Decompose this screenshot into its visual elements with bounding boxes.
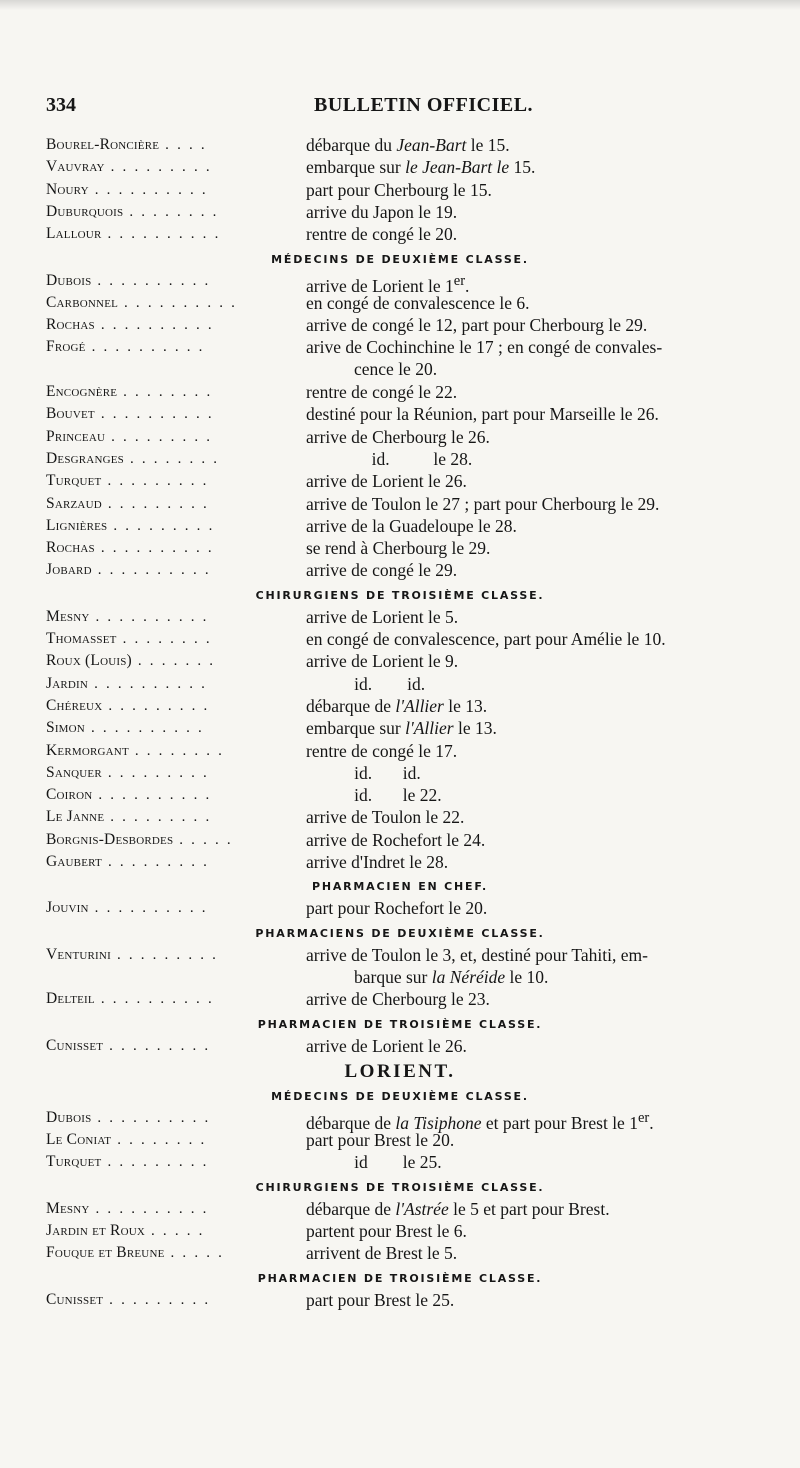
entry-name: Rochas (46, 539, 95, 557)
section-heading: CHIRURGIENS DE TROISIÈME CLASSE. (255, 588, 545, 602)
entry-name: Bouvet (46, 405, 95, 423)
entry-name: Turquet (46, 472, 102, 490)
leader-dots: . . . . . . . . . (108, 697, 210, 714)
entry-text: id. id. (306, 673, 426, 694)
leader-dots: . . . . . . . . . (110, 159, 212, 176)
leader-dots: . . . . . . . . (129, 450, 220, 467)
entry-text: part pour Rochefort le 20. (306, 898, 488, 919)
section-heading: PHARMACIEN EN CHEF. (311, 880, 489, 894)
leader-dots: . . . . . . . . . (109, 1291, 211, 1308)
entry-text: embarque sur le Jean-Bart le 15. (306, 157, 536, 178)
entry-text-continuation: barque sur la Néréide le 10. (354, 966, 549, 987)
entry-text: débarque du Jean-Bart le 15. (306, 135, 510, 155)
leader-dots: . . . . . . . . . . (94, 675, 208, 692)
leader-dots: . . . . . . . . . . (97, 272, 211, 289)
entry-name: Sarzaud (46, 494, 102, 512)
leader-dots: . . . . (165, 137, 207, 153)
leader-dots: . . . . . . . . (122, 631, 212, 647)
leader-dots: . . . . . . . . . . (124, 294, 238, 311)
leader-dots: . . . . . . . . . (116, 946, 219, 963)
entry-name: Encognère (46, 383, 118, 400)
entry-name: Mesny (46, 1199, 90, 1217)
entry-name: Bourel-Roncière (46, 136, 160, 153)
entry-text: arrive de congé le 12, part pour Cherbourg le 29. (306, 315, 648, 336)
leader-dots: . . . . . . . . (117, 1132, 207, 1149)
leader-dots: . . . . . . . . . . (97, 562, 211, 579)
entry-text: destiné pour la Réunion, part pour Marseille le 26. (306, 404, 659, 425)
leader-dots: . . . . . . . . . (109, 1037, 211, 1054)
entry-text: id. le 22. (306, 785, 442, 806)
entry-name: Turquet (46, 1153, 102, 1171)
entry-name: Cunisset (46, 1290, 104, 1308)
entry-text: débarque de l'Astrée le 5 et part pour Brest. (306, 1198, 610, 1219)
leader-dots: . . . . . . . . . . (94, 181, 208, 198)
entry-text: rentre de congé le 17. (306, 740, 458, 761)
entry-name: Delteil (46, 990, 95, 1008)
entry-name: Coiron (46, 786, 93, 804)
leader-dots: . . . . . . . . (129, 203, 219, 220)
leader-dots: . . . . . . . . . (107, 764, 210, 781)
leader-dots: . . . . . . . . (134, 742, 225, 759)
entry-text: arrive de Toulon le 22. (306, 807, 465, 828)
leader-dots: . . . . . . . . . . (100, 317, 214, 334)
entry-name: Cunisset (46, 1036, 104, 1054)
leader-dots: . . . . . (170, 1245, 225, 1262)
entry-name: Rochas (46, 316, 95, 334)
entry-text: arrive de Lorient le 5. (306, 606, 459, 627)
entry-name: Dubois (46, 1108, 92, 1126)
entry-name: Gaubert (46, 853, 102, 870)
entry-name: Jardin et Roux (46, 1222, 146, 1239)
entry-name: Sanquer (46, 763, 102, 781)
entry-name: Princeau (46, 427, 106, 445)
leader-dots: . . . . . . . . . . (95, 1200, 209, 1217)
leader-dots: . . . . . . . . . . (95, 608, 209, 625)
leader-dots: . . . . . . . . . (110, 809, 212, 826)
entry-text: rentre de congé le 22. (306, 382, 458, 402)
entry-text: arrive d'Indret le 28. (306, 852, 449, 872)
entry-name: Jobard (46, 561, 92, 579)
leader-dots: . . . . . (151, 1223, 205, 1239)
entry-name: Lignières (46, 516, 108, 534)
leader-dots: . . . . . . . . . . (100, 991, 214, 1008)
leader-dots: . . . . . . . . . (111, 428, 213, 445)
entry-text: arrive de Toulon le 3, et, destiné pour Tahiti, em- (306, 944, 648, 965)
entry-text: arrive de Lorient le 26. (306, 471, 467, 492)
entry-name: Duburquois (46, 202, 124, 220)
location-heading: LORIENT. (344, 1060, 456, 1082)
entry-name: Le Coniat (46, 1131, 112, 1149)
entry-text: arrive de Lorient le 9. (306, 651, 459, 672)
entry-text: débarque de l'Allier le 13. (306, 695, 488, 716)
entry-name: Jardin (46, 674, 89, 692)
entry-text: id. le 28. (306, 448, 473, 469)
leader-dots: . . . . . (179, 831, 233, 848)
entry-text: arrive de Lorient le 1er. (306, 272, 470, 296)
entry-name: Thomasset (46, 630, 117, 647)
entry-text: arrive de Cherbourg le 26. (306, 426, 490, 447)
entry-name: Mesny (46, 607, 90, 625)
entry-text: arive de Cochinchine le 17 ; en congé de convales- (306, 337, 663, 358)
entry-text: partent pour Brest le 6. (306, 1221, 467, 1241)
entry-name: Desgranges (46, 449, 124, 467)
entry-name: Carbonnel (46, 293, 119, 311)
entry-name: Borgnis-Desbordes (46, 830, 174, 848)
leader-dots: . . . . . . . (137, 653, 216, 670)
entry-text-continuation: cence le 20. (354, 359, 438, 380)
entry-name: Lallour (46, 225, 102, 243)
page-number: 334 (46, 94, 76, 116)
entry-name: Noury (46, 180, 89, 198)
entry-text: rentre de congé le 20. (306, 224, 458, 245)
entry-text: part pour Cherbourg le 15. (306, 179, 492, 200)
entry-name: Vauvray (46, 158, 105, 176)
section-heading: PHARMACIEN DE TROISIÈME CLASSE. (257, 1271, 543, 1285)
leader-dots: . . . . . . . . . (113, 517, 215, 534)
entry-text: débarque de la Tisiphone et part pour Brest le 1er. (306, 1109, 654, 1133)
entry-name: Le Janne (46, 808, 105, 826)
entry-text: en congé de convalescence le 6. (306, 292, 530, 313)
entry-text: part pour Brest le 20. (306, 1130, 455, 1151)
entry-text: arrive du Japon le 19. (306, 201, 458, 222)
leader-dots: . . . . . . . . (123, 384, 213, 400)
entry-name: Frogé (46, 338, 86, 356)
entry-text: arrive de congé le 29. (306, 560, 458, 581)
entry-name: Jouvin (46, 899, 89, 917)
leader-dots: . . . . . . . . . . (98, 787, 212, 804)
entry-name: Dubois (46, 271, 92, 289)
entry-text: arrive de Rochefort le 24. (306, 829, 486, 850)
page-top-edge (0, 0, 800, 10)
leader-dots: . . . . . . . . . . (107, 226, 221, 243)
page-header (46, 94, 746, 122)
entry-text: en congé de convalescence, part pour Amélie le 10. (306, 629, 666, 649)
entry-text: id le 25. (306, 1152, 442, 1173)
entry-text: arrive de Lorient le 26. (306, 1035, 467, 1056)
leader-dots: . . . . . . . . . . (100, 540, 214, 557)
leader-dots: . . . . . . . . . . (97, 1109, 211, 1126)
entry-name: Kermorgant (46, 741, 129, 759)
section-heading: PHARMACIEN DE TROISIÈME CLASSE. (257, 1017, 543, 1031)
leader-dots: . . . . . . . . . (107, 473, 209, 490)
entry-name: Chéreux (46, 696, 103, 714)
entry-text: embarque sur l'Allier le 13. (306, 718, 497, 739)
leader-dots: . . . . . . . . . . (100, 406, 214, 423)
running-title: BULLETIN OFFICIEL. (314, 94, 534, 116)
entry-name: Venturini (46, 945, 111, 963)
section-heading: MÉDECINS DE DEUXIÈME CLASSE. (271, 252, 529, 266)
section-heading: PHARMACIENS DE DEUXIÈME CLASSE. (255, 926, 545, 940)
leader-dots: . . . . . . . . . . (90, 720, 205, 737)
entry-text: id. id. (306, 762, 421, 783)
entry-text: arrive de Cherbourg le 23. (306, 989, 490, 1010)
entry-text: se rend à Cherbourg le 29. (306, 538, 491, 559)
leader-dots: . . . . . . . . . (107, 1154, 209, 1171)
entry-name: Simon (46, 719, 85, 737)
leader-dots: . . . . . . . . . . (91, 339, 205, 356)
section-heading: CHIRURGIENS DE TROISIÈME CLASSE. (255, 1180, 545, 1194)
entry-name: Roux (Louis) (46, 652, 132, 670)
entry-text: arrivent de Brest le 5. (306, 1243, 458, 1264)
leader-dots: . . . . . . . . . . (94, 900, 208, 917)
leader-dots: . . . . . . . . . (107, 854, 210, 870)
entry-text: part pour Brest le 25. (306, 1289, 455, 1310)
entry-text: arrive de la Guadeloupe le 28. (306, 515, 517, 536)
entry-text: arrive de Toulon le 27 ; part pour Cherbourg le 29. (306, 493, 660, 514)
leader-dots: . . . . . . . . . (107, 495, 210, 512)
section-heading: MÉDECINS DE DEUXIÈME CLASSE. (271, 1089, 529, 1103)
entry-name: Fouque et Breune (46, 1244, 165, 1262)
